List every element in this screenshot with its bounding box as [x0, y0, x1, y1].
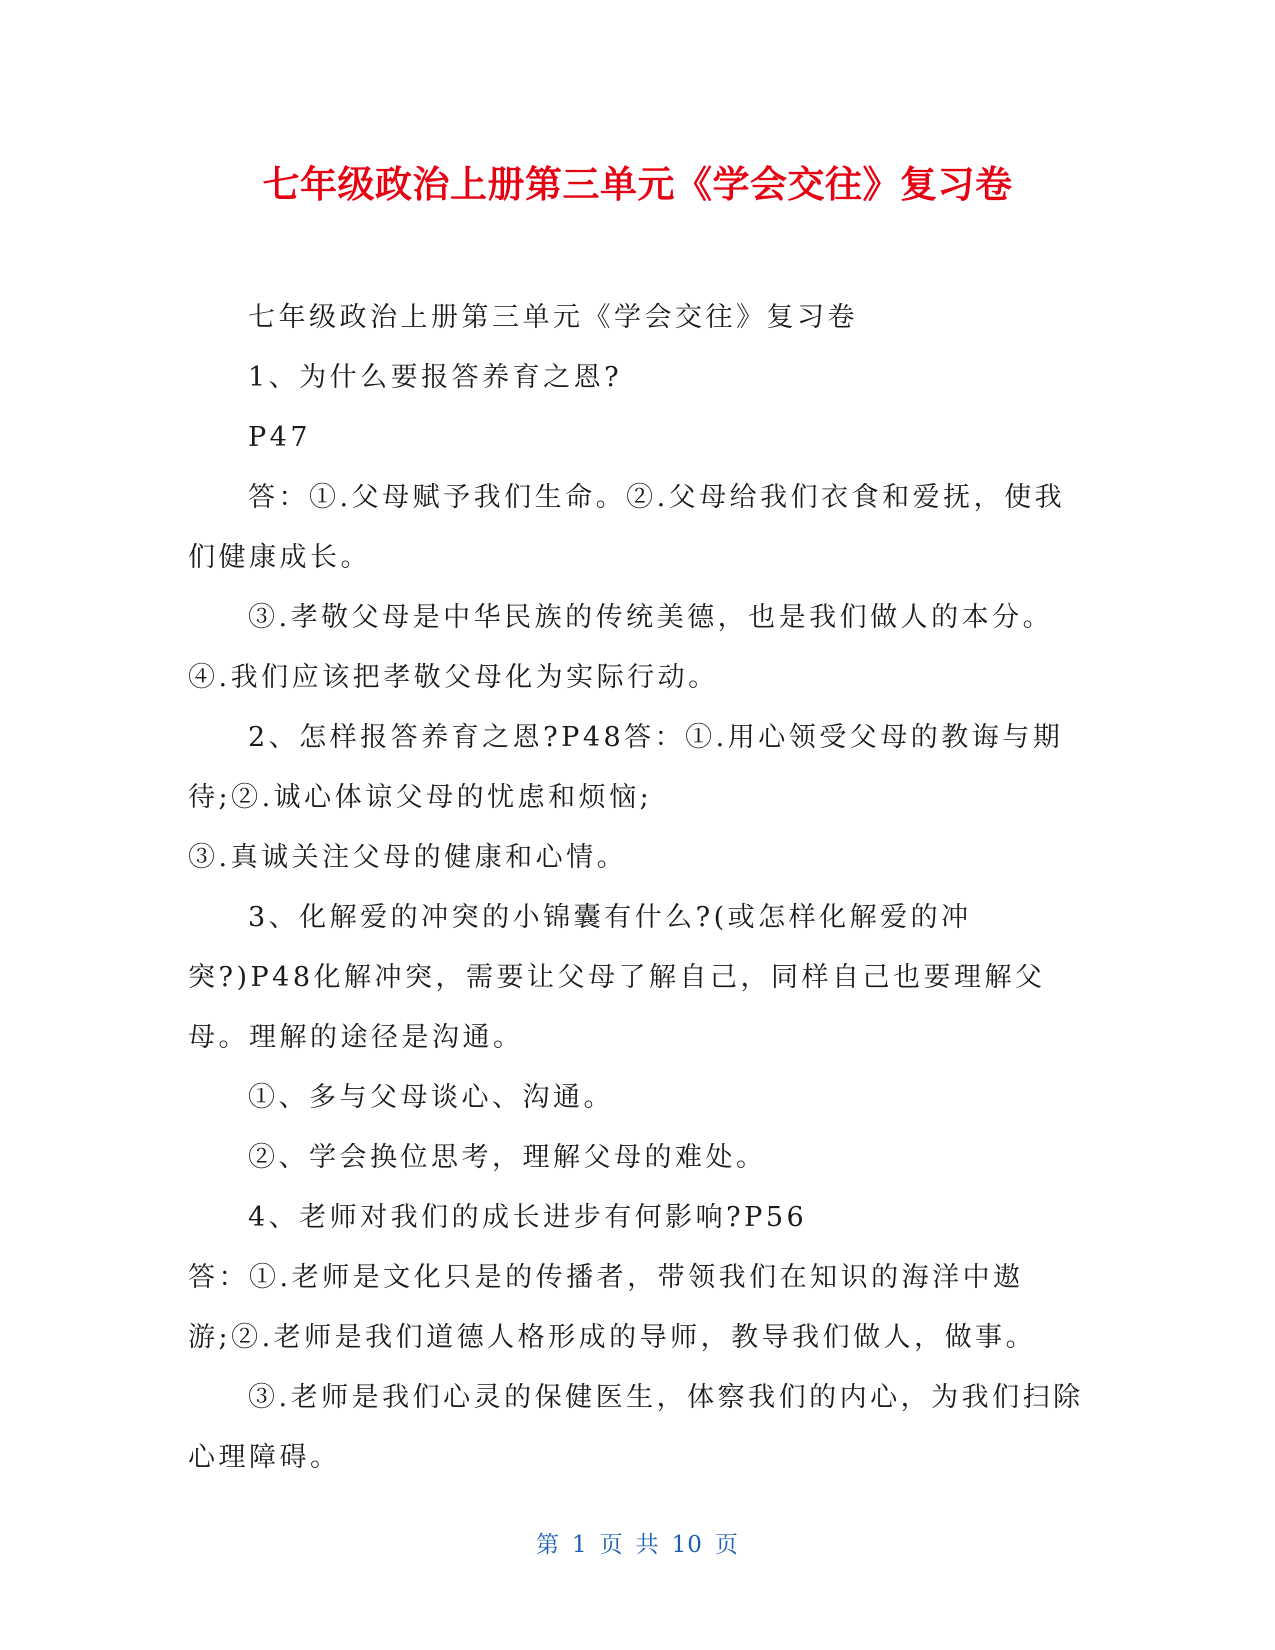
footer-label-ye: 页 — [599, 1532, 624, 1558]
paragraph-answer-4a: 答：①.老师是文化只是的传播者，带领我们在知识的海洋中遨游;②.老师是我们道德人格形成的导师，教导我们做人，做事。 — [188, 1262, 1037, 1353]
document-title: 七年级政治上册第三单元《学会交往》复习卷 — [262, 163, 1013, 206]
paragraph-answer-1a: 答：①.父母赋予我们生命。②.父母给我们衣食和爱抚，使我们健康成长。 — [188, 482, 1066, 573]
page-footer — [0, 1530, 1275, 1560]
paragraph-question-4: 4、老师对我们的成长进步有何影响?P56 — [248, 1202, 808, 1233]
paragraph-question-1: 1、为什么要报答养育之恩? — [248, 362, 623, 393]
footer-label-di: 第 — [536, 1532, 561, 1558]
paragraph-answer-3b: ②、学会换位思考，理解父母的难处。 — [248, 1142, 767, 1173]
footer-label-gong: 共 — [635, 1532, 660, 1558]
document-body — [188, 288, 1088, 1488]
paragraph-question-2: 2、怎样报答养育之恩?P48答：①.用心领受父母的教诲与期待;②.诚心体谅父母的忧虑和烦恼; — [188, 722, 1064, 813]
paragraph-subtitle: 七年级政治上册第三单元《学会交往》复习卷 — [248, 302, 858, 333]
paragraph-answer-4b: ③.老师是我们心灵的保健医生，体察我们的内心，为我们扫除心理障碍。 — [188, 1382, 1084, 1473]
paragraph-question-3: 3、化解爱的冲突的小锦囊有什么?(或怎样化解爱的冲突?)P48化解冲突，需要让父母了解自己，同样自己也要理解父母。理解的途径是沟通。 — [188, 902, 1046, 1053]
paragraph-page-ref: P47 — [248, 422, 312, 453]
footer-page-current: 1 — [572, 1532, 588, 1558]
footer-page-total: 10 — [671, 1532, 703, 1558]
paragraph-answer-2: ③.真诚关注父母的健康和心情。 — [188, 842, 628, 873]
paragraph-answer-3a: ①、多与父母谈心、沟通。 — [248, 1082, 614, 1113]
footer-label-ye-2: 页 — [714, 1532, 739, 1558]
paragraph-answer-1b: ③.孝敬父母是中华民族的传统美德，也是我们做人的本分。④.我们应该把孝敬父母化为实际行动。 — [188, 602, 1054, 693]
